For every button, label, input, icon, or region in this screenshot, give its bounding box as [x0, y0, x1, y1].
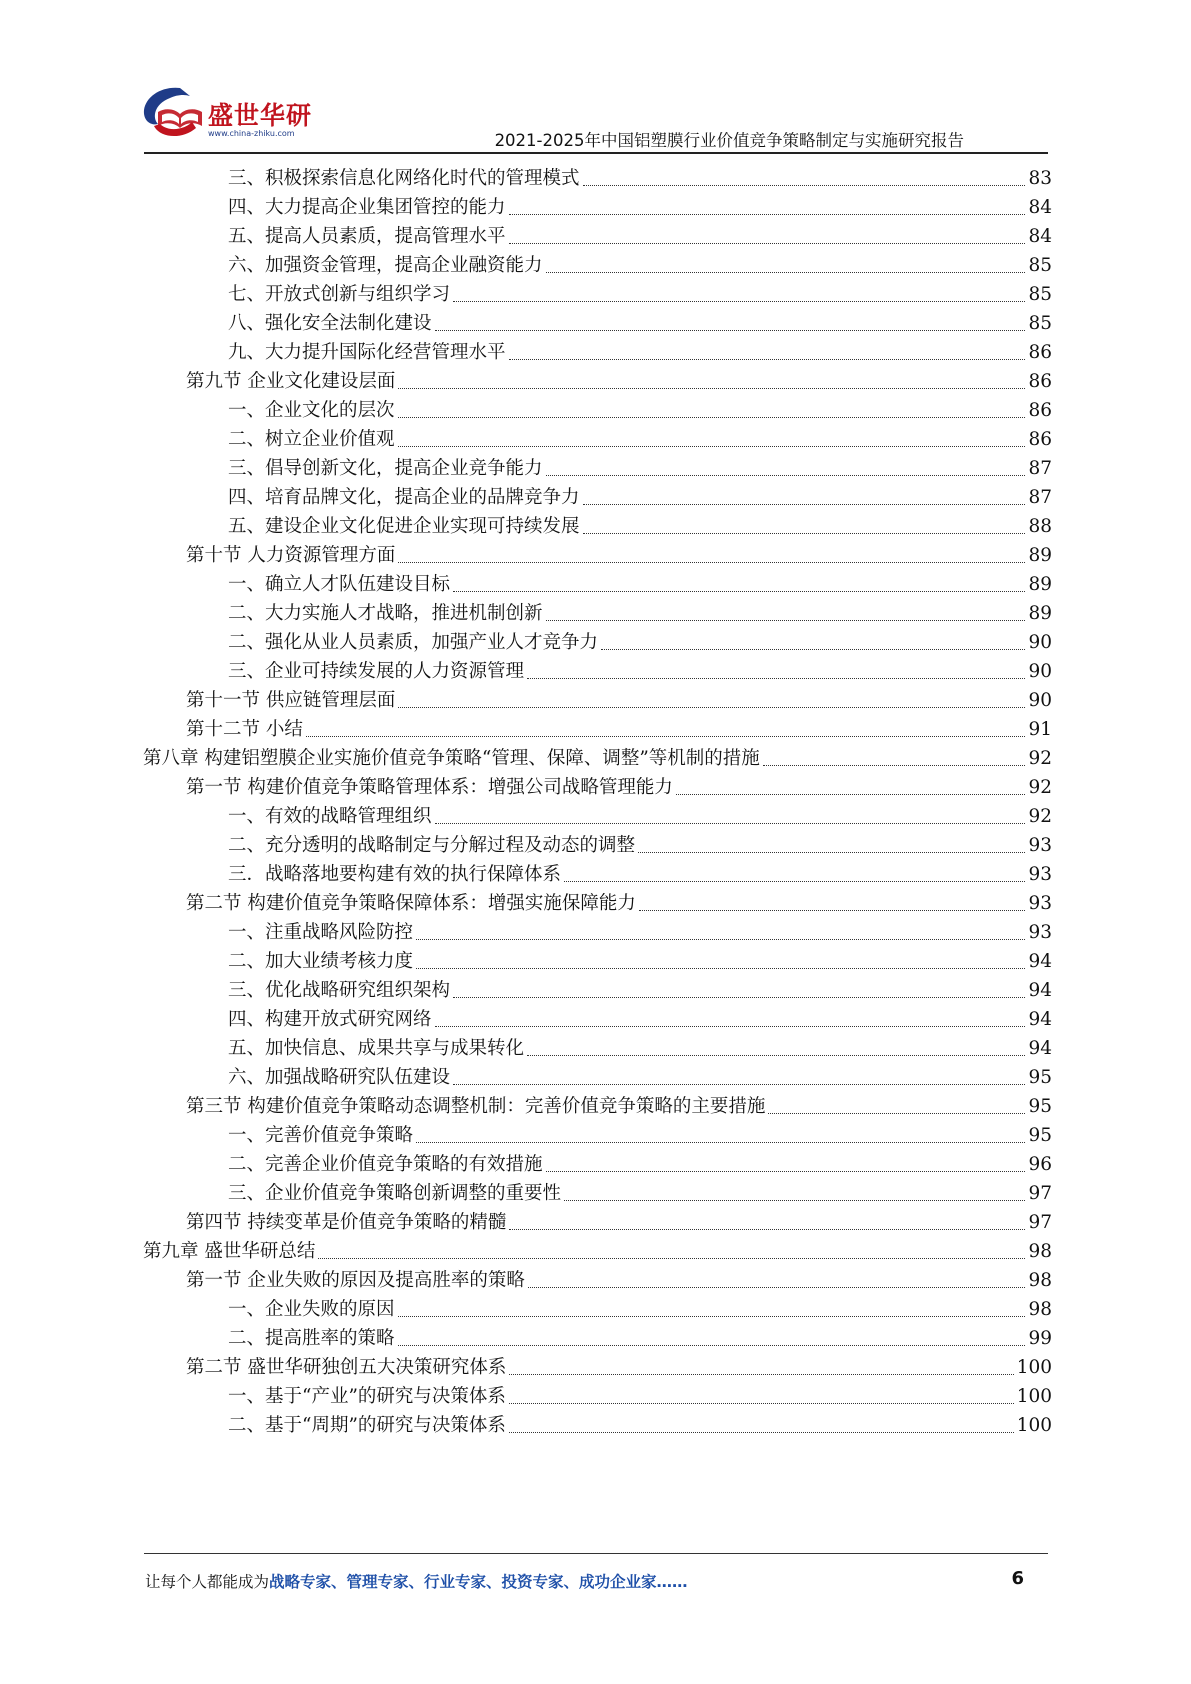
toc-entry-title: 二、提高胜率的策略	[228, 1328, 395, 1349]
toc-entry-page: 98	[1028, 1241, 1052, 1262]
toc-entry[interactable]	[186, 1089, 1052, 1119]
toc-entry[interactable]	[228, 1379, 1052, 1409]
toc-entry-page: 94	[1028, 1038, 1052, 1059]
page-number: 6	[1011, 1568, 1024, 1589]
toc-entry[interactable]	[228, 1118, 1052, 1148]
toc-entry-page: 94	[1028, 980, 1052, 1001]
toc-entry-title: 四、构建开放式研究网络	[228, 1009, 432, 1030]
toc-entry-page: 97	[1028, 1212, 1052, 1233]
toc-dot-leader	[546, 620, 1026, 621]
toc-entry-page: 89	[1028, 574, 1052, 595]
toc-dot-leader	[453, 591, 1025, 592]
toc-dot-leader	[639, 910, 1026, 911]
toc-dot-leader	[527, 1055, 1025, 1056]
toc-dot-leader	[453, 1084, 1025, 1085]
toc-dot-leader	[416, 939, 1025, 940]
toc-entry[interactable]	[143, 741, 1052, 771]
toc-entry-page: 85	[1028, 284, 1052, 305]
toc-entry-title: 二、大力实施人才战略，推进机制创新	[228, 603, 543, 624]
toc-dot-leader	[416, 1142, 1025, 1143]
toc-entry[interactable]	[228, 509, 1052, 539]
toc-dot-leader	[546, 1171, 1026, 1172]
toc-entry-page: 93	[1028, 893, 1052, 914]
toc-entry-page: 95	[1028, 1125, 1052, 1146]
toc-entry-page: 99	[1028, 1328, 1052, 1349]
toc-entry[interactable]	[186, 770, 1052, 800]
toc-dot-leader	[601, 649, 1025, 650]
toc-dot-leader	[453, 997, 1025, 998]
toc-dot-leader	[398, 417, 1026, 418]
toc-dot-leader	[509, 1403, 1014, 1404]
toc-entry[interactable]	[186, 1205, 1052, 1235]
toc-entry[interactable]	[228, 944, 1052, 974]
toc-dot-leader	[546, 475, 1026, 476]
toc-entry-title: 第三节 构建价值竞争策略动态调整机制：完善价值竞争策略的主要措施	[186, 1096, 766, 1117]
toc-entry-page: 98	[1028, 1270, 1052, 1291]
toc-entry[interactable]	[228, 1321, 1052, 1351]
toc-entry-title: 一、确立人才队伍建设目标	[228, 574, 451, 595]
toc-entry[interactable]	[228, 973, 1052, 1003]
toc-dot-leader	[583, 533, 1026, 534]
toc-entry-page: 88	[1028, 516, 1052, 537]
toc-entry[interactable]	[186, 712, 1052, 742]
toc-dot-leader	[435, 330, 1026, 331]
toc-entry[interactable]	[228, 1147, 1052, 1177]
toc-entry-title: 一、基于“产业”的研究与决策体系	[228, 1386, 506, 1407]
toc-entry[interactable]	[186, 1350, 1052, 1380]
toc-dot-leader	[583, 504, 1026, 505]
toc-entry[interactable]	[228, 915, 1052, 945]
toc-entry-page: 97	[1028, 1183, 1052, 1204]
toc-dot-leader	[583, 185, 1026, 186]
toc-entry-title: 第九节 企业文化建设层面	[186, 371, 396, 392]
toc-entry-page: 86	[1028, 342, 1052, 363]
page-header	[0, 0, 1191, 160]
toc-entry[interactable]	[186, 538, 1052, 568]
toc-entry-title: 第二节 盛世华研独创五大决策研究体系	[186, 1357, 507, 1378]
toc-entry[interactable]	[228, 306, 1052, 336]
toc-entry[interactable]	[228, 1176, 1052, 1206]
toc-dot-leader	[638, 852, 1025, 853]
toc-entry[interactable]	[228, 451, 1052, 481]
toc-dot-leader	[509, 243, 1026, 244]
toc-dot-leader	[435, 823, 1026, 824]
toc-entry-page: 94	[1028, 951, 1052, 972]
toc-entry-page: 85	[1028, 255, 1052, 276]
toc-entry-page: 87	[1028, 458, 1052, 479]
toc-entry[interactable]	[228, 654, 1052, 684]
toc-entry[interactable]	[228, 393, 1052, 423]
toc-entry[interactable]	[228, 335, 1052, 365]
toc-entry-title: 第十一节 供应链管理层面	[186, 690, 396, 711]
toc-entry[interactable]	[228, 1408, 1052, 1438]
logo-swoosh-icon	[140, 82, 210, 144]
toc-entry-page: 86	[1028, 371, 1052, 392]
toc-entry-page: 93	[1028, 864, 1052, 885]
toc-entry-page: 95	[1028, 1067, 1052, 1088]
toc-entry[interactable]	[228, 799, 1052, 829]
company-logo	[140, 82, 313, 144]
toc-dot-leader	[527, 678, 1025, 679]
toc-entry-title: 二、树立企业价值观	[228, 429, 395, 450]
toc-entry-page: 96	[1028, 1154, 1052, 1175]
toc-entry-title: 三、优化战略研究组织架构	[228, 980, 451, 1001]
toc-entry[interactable]	[228, 596, 1052, 626]
footer-slogan	[145, 1570, 688, 1592]
toc-dot-leader	[398, 1316, 1026, 1317]
toc-entry[interactable]	[186, 1263, 1052, 1293]
toc-entry-title: 五、建设企业文化促进企业实现可持续发展	[228, 516, 580, 537]
toc-entry-title: 五、加快信息、成果共享与成果转化	[228, 1038, 525, 1059]
toc-dot-leader	[509, 1229, 1025, 1230]
toc-entry-title: 六、加强战略研究队伍建设	[228, 1067, 451, 1088]
toc-entry[interactable]	[143, 1234, 1052, 1264]
toc-entry-page: 98	[1028, 1299, 1052, 1320]
toc-entry[interactable]	[228, 1002, 1052, 1032]
logo-name: 盛世华研	[208, 101, 313, 130]
toc-entry-page: 100	[1016, 1357, 1052, 1378]
toc-entry-title: 一、企业失败的原因	[228, 1299, 395, 1320]
toc-entry-title: 一、企业文化的层次	[228, 400, 395, 421]
header-divider	[144, 152, 1048, 154]
toc-entry-title: 第四节 持续变革是价值竞争策略的精髓	[186, 1212, 507, 1233]
toc-entry-title: 七、开放式创新与组织学习	[228, 284, 451, 305]
toc-entry-page: 100	[1016, 1415, 1052, 1436]
toc-entry[interactable]	[228, 1060, 1052, 1090]
toc-entry-page: 84	[1028, 197, 1052, 218]
toc-entry-title: 一、有效的战略管理组织	[228, 806, 432, 827]
toc-entry-page: 83	[1028, 168, 1052, 189]
toc-entry-page: 90	[1028, 632, 1052, 653]
toc-entry-title: 八、强化安全法制化建设	[228, 313, 432, 334]
toc-entry[interactable]	[228, 857, 1052, 887]
toc-dot-leader	[398, 1345, 1026, 1346]
toc-entry-title: 第九章 盛世华研总结	[143, 1241, 316, 1262]
toc-entry-page: 94	[1028, 1009, 1052, 1030]
toc-entry-title: 二、强化从业人员素质，加强产业人才竞争力	[228, 632, 599, 653]
toc-entry-page: 93	[1028, 922, 1052, 943]
toc-entry-page: 89	[1028, 545, 1052, 566]
toc-entry-title: 第一节 构建价值竞争策略管理体系：增强公司战略管理能力	[186, 777, 673, 798]
toc-entry-page: 92	[1028, 748, 1052, 769]
toc-entry-title: 二、基于“周期”的研究与决策体系	[228, 1415, 506, 1436]
toc-entry-page: 89	[1028, 603, 1052, 624]
toc-entry-title: 二、充分透明的战略制定与分解过程及动态的调整	[228, 835, 636, 856]
toc-entry-page: 85	[1028, 313, 1052, 334]
toc-entry[interactable]	[228, 277, 1052, 307]
toc-entry[interactable]	[186, 683, 1052, 713]
toc-entry-page: 90	[1028, 661, 1052, 682]
toc-entry-title: 三．战略落地要构建有效的执行保障体系	[228, 864, 562, 885]
slogan-prefix: 让每个人都能成为	[145, 1573, 270, 1591]
toc-entry-title: 第十节 人力资源管理方面	[186, 545, 396, 566]
toc-entry-title: 三、倡导创新文化，提高企业竞争能力	[228, 458, 543, 479]
toc-entry-title: 第二节 构建价值竞争策略保障体系：增强实施保障能力	[186, 893, 636, 914]
toc-entry-page: 91	[1028, 719, 1052, 740]
toc-entry-page: 92	[1028, 777, 1052, 798]
toc-dot-leader	[398, 562, 1025, 563]
toc-entry-title: 第一节 企业失败的原因及提高胜率的策略	[186, 1270, 525, 1291]
toc-entry-title: 三、企业价值竞争策略创新调整的重要性	[228, 1183, 562, 1204]
toc-entry-page: 100	[1016, 1386, 1052, 1407]
toc-entry-page: 86	[1028, 429, 1052, 450]
toc-dot-leader	[398, 446, 1026, 447]
toc-dot-leader	[564, 881, 1025, 882]
toc-entry-title: 一、注重战略风险防控	[228, 922, 414, 943]
toc-entry-title: 四、大力提高企业集团管控的能力	[228, 197, 506, 218]
document-title: 2021-2025年中国铝塑膜行业价值竞争策略制定与实施研究报告	[494, 131, 964, 150]
toc-entry[interactable]	[228, 828, 1052, 858]
toc-dot-leader	[509, 1374, 1013, 1375]
toc-dot-leader	[306, 736, 1026, 737]
toc-dot-leader	[763, 765, 1026, 766]
toc-entry-page: 84	[1028, 226, 1052, 247]
toc-dot-leader	[509, 359, 1026, 360]
toc-entry-title: 二、完善企业价值竞争策略的有效措施	[228, 1154, 543, 1175]
toc-entry[interactable]	[228, 480, 1052, 510]
toc-entry[interactable]	[228, 219, 1052, 249]
slogan-highlight: 战略专家、管理专家、行业专家、投资专家、成功企业家……	[269, 1573, 688, 1591]
toc-dot-leader	[546, 272, 1026, 273]
footer-divider	[144, 1553, 1048, 1554]
toc-dot-leader	[398, 707, 1025, 708]
toc-dot-leader	[564, 1200, 1025, 1201]
toc-entry-page: 86	[1028, 400, 1052, 421]
toc-entry[interactable]	[228, 422, 1052, 452]
toc-dot-leader	[398, 388, 1025, 389]
toc-dot-leader	[768, 1113, 1025, 1114]
toc-entry-title: 四、培育品牌文化，提高企业的品牌竞争力	[228, 487, 580, 508]
toc-entry-title: 第八章 构建铝塑膜企业实施价值竞争策略“管理、保障、调整”等机制的措施	[143, 748, 760, 769]
toc-entry-title: 五、提高人员素质，提高管理水平	[228, 226, 506, 247]
toc-entry-title: 三、企业可持续发展的人力资源管理	[228, 661, 525, 682]
toc-entry-title: 二、加大业绩考核力度	[228, 951, 414, 972]
toc-entry-title: 第十二节 小结	[186, 719, 303, 740]
toc-entry[interactable]	[186, 364, 1052, 394]
toc-dot-leader	[676, 794, 1026, 795]
toc-entry-title: 六、加强资金管理，提高企业融资能力	[228, 255, 543, 276]
toc-dot-leader	[528, 1287, 1026, 1288]
toc-entry[interactable]	[228, 1031, 1052, 1061]
toc-entry-title: 三、积极探索信息化网络化时代的管理模式	[228, 168, 580, 189]
logo-url: www.china-zhiku.com	[208, 129, 295, 138]
toc-entry-page: 90	[1028, 690, 1052, 711]
toc-entry[interactable]	[228, 190, 1052, 220]
toc-dot-leader	[509, 1432, 1014, 1433]
toc-entry[interactable]	[186, 886, 1052, 916]
toc-entry-page: 95	[1028, 1096, 1052, 1117]
toc-dot-leader	[435, 1026, 1026, 1027]
toc-entry[interactable]	[228, 625, 1052, 655]
toc-dot-leader	[509, 214, 1026, 215]
toc-dot-leader	[453, 301, 1025, 302]
toc-entry-title: 九、大力提升国际化经营管理水平	[228, 342, 506, 363]
toc-dot-leader	[318, 1258, 1025, 1259]
toc-entry[interactable]	[228, 1292, 1052, 1322]
toc-dot-leader	[416, 968, 1025, 969]
toc-entry-title: 一、完善价值竞争策略	[228, 1125, 414, 1146]
toc-entry[interactable]	[228, 161, 1052, 191]
toc-entry-page: 92	[1028, 806, 1052, 827]
toc-entry-page: 87	[1028, 487, 1052, 508]
toc-entry[interactable]	[228, 567, 1052, 597]
toc-entry[interactable]	[228, 248, 1052, 278]
toc-entry-page: 93	[1028, 835, 1052, 856]
